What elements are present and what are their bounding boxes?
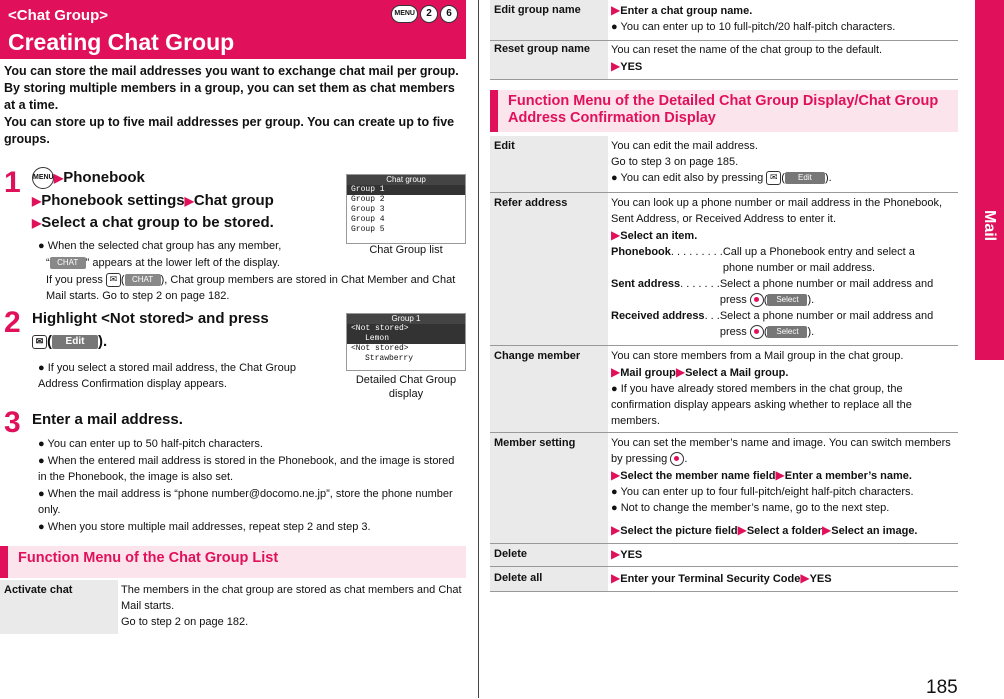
arrow-icon: ▶ <box>611 228 621 242</box>
detailed-chat-group-screen <box>346 313 466 371</box>
mail-key-icon: ✉ <box>766 171 781 185</box>
reset-group-name-desc <box>611 42 961 75</box>
desc-tail: ). <box>807 326 815 338</box>
screen-title: Group 1 <box>347 314 465 324</box>
leader-dots: . . . <box>704 310 720 322</box>
arrow-icon: ▶ <box>611 571 621 585</box>
chapter-tab-label: Mail <box>981 210 998 242</box>
key-6-icon: 6 <box>440 5 458 23</box>
list-item: Lemon <box>347 334 465 344</box>
select-softkey: Select <box>767 326 807 338</box>
list-item: <Not stored> <box>351 344 409 353</box>
arrow-icon: ▶ <box>800 571 810 585</box>
menu-key-icon: MENU <box>32 167 54 189</box>
mail-key-icon: ✉ <box>32 335 47 349</box>
desc-line: Select the picture field <box>620 525 738 537</box>
refer-address-desc: You can look up a phone number or mail address in the Phonebook, Sent Address, or Received Address to enter it. ▶Select an item. Phonebook . . . . . . . . . Call up a Phonebook entry and select a phone number or mail address. Sent address . . . . . . . Select a phone number or mail address and press ( Select ). Received address . . . Select a phone number or mail address and press ( Select ). <box>611 195 961 340</box>
arrow-icon: ▶ <box>32 216 42 230</box>
desc-line: Go to step 2 on page 182. <box>121 616 249 628</box>
change-member-desc: You can store members from a Mail group in the chat group. ▶Mail group▶Select a Mail group. ● If you have already stored members in the chat group, the confirmation display appears asking whether to replace all the members. <box>611 348 961 429</box>
list-item: Group 2 <box>351 195 385 204</box>
step-3-bullet: You can enter up to 50 half-pitch characters. <box>47 438 263 450</box>
leader-dots: . . . . . . . <box>680 278 720 290</box>
desc-line: You can set the member’s name and image. You can switch members by pressing <box>611 437 951 465</box>
step-2-tail: ). <box>98 332 108 350</box>
desc-line: You can store members from a Mail group in the chat group. <box>611 350 904 362</box>
step-1-select: Select a chat group to be stored. <box>41 214 274 231</box>
step-1-notes: ● When the selected chat group has any member, “ CHAT ” appears at the lower left of the display. If you press ✉ ( CHAT ), Chat group members are stored in Chat Member and Chat Mail starts. Go to step 2 on page 182. <box>38 240 456 302</box>
refer-address-label: Refer address <box>494 197 568 209</box>
label-cell <box>490 433 608 543</box>
step-3-text: Enter a mail address. <box>32 411 183 428</box>
change-member-label: Change member <box>494 350 581 362</box>
delete-desc <box>611 546 642 563</box>
arrow-icon: ▶ <box>54 171 64 185</box>
arrow-icon: ▶ <box>611 365 621 379</box>
list-item: Group 1 <box>347 185 465 195</box>
section-title: Creating Chat Group <box>8 29 235 55</box>
arrow-icon: ▶ <box>775 468 785 482</box>
arrow-icon: ▶ <box>611 468 621 482</box>
arrow-icon: ▶ <box>611 523 621 537</box>
desc-line: YES <box>620 61 643 73</box>
step-1-text <box>32 167 332 235</box>
chat-softkey-icon: CHAT <box>125 274 161 286</box>
screen-title: Chat group <box>347 175 465 185</box>
delete-all-label: Delete all <box>494 572 543 584</box>
menu-key-icon: MENU <box>391 5 418 23</box>
screen-caption: Detailed Chat Group display <box>355 374 457 400</box>
edit-group-name-desc: ▶Enter a chat group name. ● You can enter up to 10 full-pitch/20 half-pitch characters. <box>611 3 896 33</box>
desc-line: Enter your Terminal Security Code <box>620 573 801 585</box>
shortcut-keys <box>391 5 458 23</box>
arrow-icon: ▶ <box>611 547 621 561</box>
desc-line: Select an item. <box>620 230 698 242</box>
desc-line: Enter a chat group name. <box>620 5 753 17</box>
arrow-icon: ▶ <box>822 523 832 537</box>
edit-group-name-label: Edit group name <box>494 4 581 16</box>
list-item: Group 3 <box>351 205 385 214</box>
intro-line: You can store up to five mail addresses per group. You can create up to five groups. <box>4 115 455 146</box>
desc-line: You can edit also by pressing <box>620 172 764 184</box>
mail-key-icon: ✉ <box>106 273 121 287</box>
key-2-icon: 2 <box>420 5 438 23</box>
function-menu-heading: Function Menu of the Detailed Chat Group Display/Chat Group Address Confirmation Display <box>490 90 958 132</box>
step-1-note-c: If you press <box>46 274 103 286</box>
desc-line: Select a phone number or mail address and press <box>719 310 934 338</box>
chat-mark-icon: CHAT <box>50 257 86 269</box>
desc-line: Call up a Phonebook entry and select a phone number or mail address. <box>722 246 915 274</box>
step-2-bullet: If you select a stored mail address, the Chat Group Address Confirmation display appears. <box>38 362 296 390</box>
activate-chat-label: Activate chat <box>4 584 73 596</box>
desc-line: You can enter up to 10 full-pitch/20 half-pitch characters. <box>620 21 896 33</box>
arrow-icon: ▶ <box>32 193 42 208</box>
desc-tail: . <box>684 453 688 465</box>
section-subtitle: <Chat Group> <box>8 7 109 24</box>
arrow-icon: ▶ <box>611 3 621 17</box>
label-cell <box>490 193 608 345</box>
section-header <box>0 0 466 59</box>
phonebook-option: Phonebook <box>611 246 671 258</box>
desc-line: Select an image. <box>831 525 918 537</box>
function-menu-heading: Function Menu of the Chat Group List <box>0 546 466 578</box>
center-key-icon <box>750 325 764 339</box>
step-3-bullet: When the mail address is “phone number@docomo.ne.jp”, store the phone number only. <box>38 488 453 516</box>
edit-softkey: Edit <box>785 172 825 184</box>
intro-text <box>4 63 464 148</box>
delete-all-desc <box>611 570 832 587</box>
desc-line: YES <box>809 573 832 585</box>
step-1-chat-group: Chat group <box>193 191 274 209</box>
list-item: Group 5 <box>351 225 385 234</box>
activate-chat-desc <box>121 582 467 630</box>
desc-line: You can edit the mail address. <box>611 140 758 152</box>
step-number: 3 <box>4 406 21 439</box>
desc-line: You can enter up to four full-pitch/eight half-pitch characters. <box>620 486 914 498</box>
desc-line: If you have already stored members in the chat group, the confirmation display appears asking whether to replace all the members. <box>611 383 912 427</box>
desc-line: Select a phone number or mail address and press <box>719 278 934 306</box>
delete-label: Delete <box>494 548 528 560</box>
list-item: Group 4 <box>351 215 385 224</box>
reset-group-name-label: Reset group name <box>494 43 590 55</box>
divider <box>490 79 958 80</box>
column-divider <box>478 0 479 698</box>
step-1-settings: Phonebook settings <box>41 191 185 209</box>
step-3-bullet: When the entered mail address is stored in the Phonebook, and the image is stored in the Phonebook, the image is also set. <box>38 455 455 483</box>
desc-line: Select a folder <box>746 525 823 537</box>
step-number: 2 <box>4 306 21 339</box>
screen-caption: Chat Group list <box>369 244 443 256</box>
desc-line: YES <box>620 549 643 561</box>
desc-tail: ). <box>824 172 832 184</box>
leader-dots: . . . . . . . . . <box>670 246 723 258</box>
desc-line: You can reset the name of the chat group to the default. <box>611 44 883 56</box>
intro-line: By storing multiple members in a group, you can set them as chat members at a time. <box>4 81 455 112</box>
desc-line: You can look up a phone number or mail address in the Phonebook, Sent Address, or Received Address to enter it. <box>611 197 943 225</box>
nav-key-icon <box>670 452 684 466</box>
desc-tail: ). <box>807 294 815 306</box>
arrow-icon: ▶ <box>675 365 686 379</box>
received-address-option: Received address <box>611 310 705 322</box>
divider <box>490 591 958 592</box>
desc-line: Enter a member’s name. <box>784 470 912 482</box>
list-item: Strawberry <box>365 354 414 363</box>
desc-line: Not to change the member’s name, go to the next step. <box>620 502 890 514</box>
step-3-notes: ● You can enter up to 50 half-pitch characters. ● When the entered mail address is stored in the Phonebook, and the image is stored in the Phonebook, the image is also set. ● When the mail address is “phone number@docomo.ne.jp”, store the phone number only. ● When you store multiple mail addresses, repeat step 2 and step 3. <box>38 438 455 533</box>
step-2-line: Highlight <Not stored> and press <box>32 310 269 327</box>
chat-group-list-screen <box>346 174 466 244</box>
arrow-icon: ▶ <box>611 59 621 73</box>
step-1-note-b: ” appears at the lower left of the display. <box>85 257 280 269</box>
center-key-icon <box>750 293 764 307</box>
edit-softkey: Edit <box>52 335 98 349</box>
desc-line: Select a Mail group. <box>685 367 789 379</box>
chapter-tab <box>975 0 1004 360</box>
sent-address-option: Sent address <box>611 278 681 290</box>
desc-line: Mail group <box>620 367 676 379</box>
desc-line: Select the member name field <box>620 470 776 482</box>
desc-line: Go to step 3 on page 185. <box>611 156 739 168</box>
step-2-text: Highlight <Not stored> and press ✉ ( Edit ). <box>32 308 332 353</box>
list-item: <Not stored> <box>347 324 465 334</box>
arrow-icon: ▶ <box>737 523 747 537</box>
desc-line: The members in the chat group are stored as chat members and Chat Mail starts. <box>121 584 462 612</box>
step-1-note-a: When the selected chat group has any member, <box>47 240 282 252</box>
step-1-note-d: ), Chat group members are stored in Chat Member and Chat Mail starts. Go to step 2 on page 182. <box>46 274 456 302</box>
step-number: 1 <box>4 166 21 199</box>
step-2-note: ● If you select a stored mail address, the Chat Group Address Confirmation display appears. <box>38 362 296 390</box>
intro-line: You can store the mail addresses you want to exchange chat mail per group. <box>4 64 459 78</box>
edit-desc: You can edit the mail address. Go to step 3 on page 185. ● You can edit also by pressing ✉ ( Edit ). <box>611 138 961 186</box>
step-1-phonebook: Phonebook <box>63 169 145 186</box>
step-3-bullet: When you store multiple mail addresses, repeat step 2 and step 3. <box>47 521 371 533</box>
select-softkey: Select <box>767 294 807 306</box>
member-setting-label: Member setting <box>494 437 576 449</box>
arrow-icon: ▶ <box>184 193 194 208</box>
page-number: 185 <box>926 677 958 698</box>
edit-label: Edit <box>494 140 515 152</box>
member-setting-desc: You can set the member’s name and image. You can switch members by pressing . ▶Select the member name field▶Enter a member’s name. ● You can enter up to four full-pitch/eight half-pitch characters. ● Not to change the member’s name, go to the next step. ▶Select the picture field▶Select a folder▶Select an image. <box>611 437 951 537</box>
